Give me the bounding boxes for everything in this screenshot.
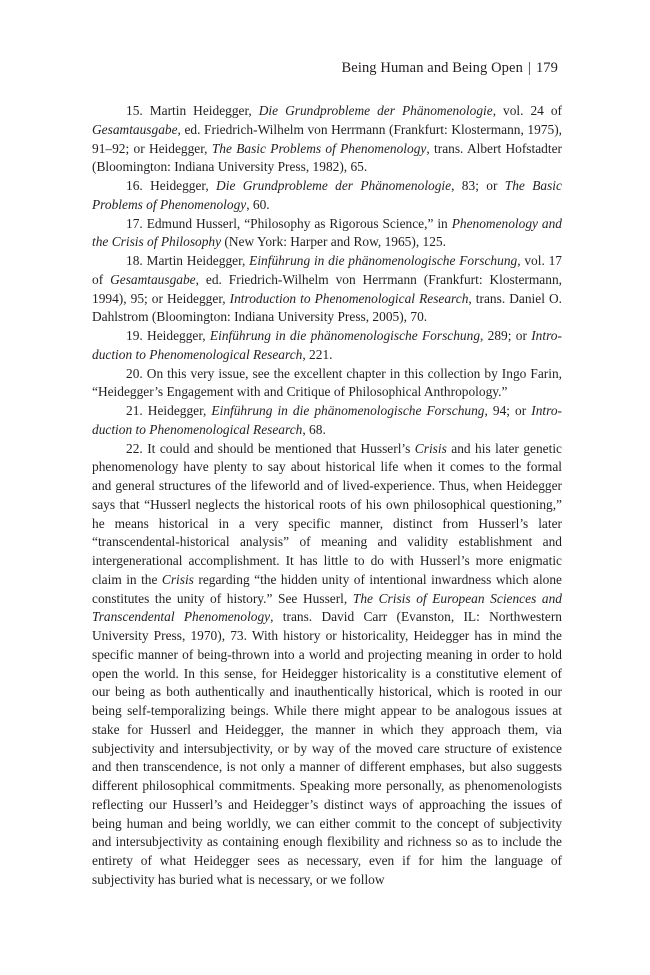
endnote (92, 327, 562, 365)
endnote (92, 102, 562, 177)
endnote (92, 402, 562, 440)
endnote-number: 19. (126, 328, 143, 343)
endnote-italic-title: The Crisis of European Sciences and Transcendental Phenomenology (92, 590, 562, 625)
endnote (92, 440, 562, 890)
endnote-italic-title: Phenomenology and the Crisis of Philosophy (92, 215, 562, 250)
endnote-number: 15. (126, 103, 143, 118)
endnote-text: , vol. 17 of (92, 253, 562, 287)
endnote-italic-title: Gesamtausgabe (92, 121, 178, 137)
endnote-italic-title: Introduction to Phenomenological Research (92, 403, 562, 437)
endnote-number: 22. (126, 440, 143, 456)
endnote-text: On this very issue, see the excellent chapter in this collection by Ingo Farin, “Heidegger’s Engagement with and Critique of Philosophical Anthropology.” (92, 365, 562, 400)
endnote-text: , 221. (302, 346, 333, 362)
endnote-text: Martin Heidegger, (146, 253, 250, 268)
endnote-italic-title: Einführung in die phänomenologische Forschung (249, 253, 518, 268)
running-head-separator: | (527, 60, 531, 76)
endnote-text: and his later genetic phenomenology have plenty to say about historical life when it comes to the formal and general structures of the lifeworld and of lived-experience. Thus, when Heidegger says that “Husserl neglects the historical roots of his own philosophical questioning,” he means historical in a very specific manner, distinct from Husserl’s later “transcendental-historical analysis” of meaning and validity establishment and intergenerational accomplishment. It has little to do with Husserl’s more enigmatic claim in the (92, 440, 562, 587)
endnotes-list (92, 102, 562, 890)
endnote-italic-title: Einführung in die phänomenologische Forschung (211, 403, 485, 418)
endnote-text: , 60. (246, 196, 270, 212)
endnote-italic-title: Crisis (161, 571, 194, 587)
running-head-title: Being Human and Being Open (341, 60, 523, 76)
endnote-number: 20. (126, 365, 143, 381)
endnote-text: , trans. David Carr (Evanston, IL: Northwestern University Press, 1970), 73. With history or historicality, Heidegger has in mind the specific manner of being-thrown into a world and projecting meaning in order to hold open the world. In this sense, for Heidegger historicality is a constitutive element of our being as both authentically and inauthentically historical, which is rooted in our being self-temporalizing beings. While there might appear to be analogous issues at stake for Husserl and Heidegger, the manner in which they approach them, via subjectivity and intersubjectivity, or by way of the moved care structure of existence and then transcendence, is not only a manner of different emphases, but also suggests different philosophical commitments. Speaking more personally, as phenomenologists reflecting our Husserl’s and Heidegger’s distinct ways of approaching the issues of being human and being worldly, we can either commit to the concept of subjectivity and intersubjectivity as containing enough flexibility and richness so as to include the entirety of what Heidegger sees as necessary, even if for him the language of subjectivity has buried what is necessary, or we follow (92, 609, 562, 887)
endnote (92, 365, 562, 403)
endnote-text: Martin Heidegger, (149, 103, 259, 118)
endnote-text: , 94; or (484, 403, 532, 418)
endnote-text: , ed. Friedrich-Wilhelm von Herrmann (Frankfurt: Klostermann, 1994), 95; or Heidegger, (92, 271, 562, 306)
endnote-text: , trans. Daniel O. Dahlstrom (Bloomington: Indiana University Press, 2005), 70. (92, 290, 562, 325)
page-number: 179 (535, 60, 558, 76)
endnote-italic-title: The Basic Problems of Phenomenology (211, 140, 427, 156)
endnote-text: Heidegger, (150, 178, 217, 193)
endnote-number: 17. (126, 215, 143, 231)
endnote-text: Edmund Husserl, “Philosophy as Rigorous Science,” in (146, 215, 452, 231)
endnote-italic-title: Introduction to Phenomenological Research (92, 328, 562, 362)
endnote-text: , 68. (302, 421, 326, 437)
endnote-italic-title: The Basic Problems of Phenomenology (92, 178, 562, 212)
endnote-italic-title: Crisis (414, 440, 447, 456)
endnote-text: , 289; or (480, 328, 532, 343)
endnote-text: It could and should be mentioned that Husserl’s (147, 440, 415, 456)
endnote (92, 215, 562, 253)
endnote-text: , trans. Albert Hofstadter (Bloomington: Indiana University Press, 1982), 65. (92, 140, 562, 175)
endnote-italic-title: Gesamtausgabe (110, 271, 196, 287)
endnote-text: , vol. 24 of (492, 103, 562, 118)
endnote-number: 18. (126, 253, 143, 268)
endnote-text: (New York: Harper and Row, 1965), 125. (221, 234, 446, 250)
endnote-number: 16. (126, 178, 143, 193)
endnote-number: 21. (126, 403, 143, 418)
endnote-italic-title: Introduction to Phenomenological Research (229, 290, 469, 306)
endnote-italic-title: Die Grundprobleme der Phänomenologie (258, 103, 493, 118)
endnote (92, 252, 562, 327)
endnote (92, 177, 562, 215)
endnote-italic-title: Einführung in die phänomenologische Forschung (209, 328, 481, 343)
endnote-text: Heidegger, (147, 328, 210, 343)
endnote-italic-title: Die Grundprobleme der Phänomenologie (216, 178, 452, 193)
endnote-text: regarding “the hidden unity of intentional inwardness which alone constitutes the unity of history.” See Husserl, (92, 571, 562, 606)
endnote-text: Heidegger, (147, 403, 212, 418)
endnote-text: , ed. Friedrich-Wilhelm von Herrmann (Frankfurt: Klostermann, 1975), 91–92; or Heidegger, (92, 121, 562, 156)
running-head (342, 60, 558, 77)
endnote-text: , 83; or (451, 178, 505, 193)
